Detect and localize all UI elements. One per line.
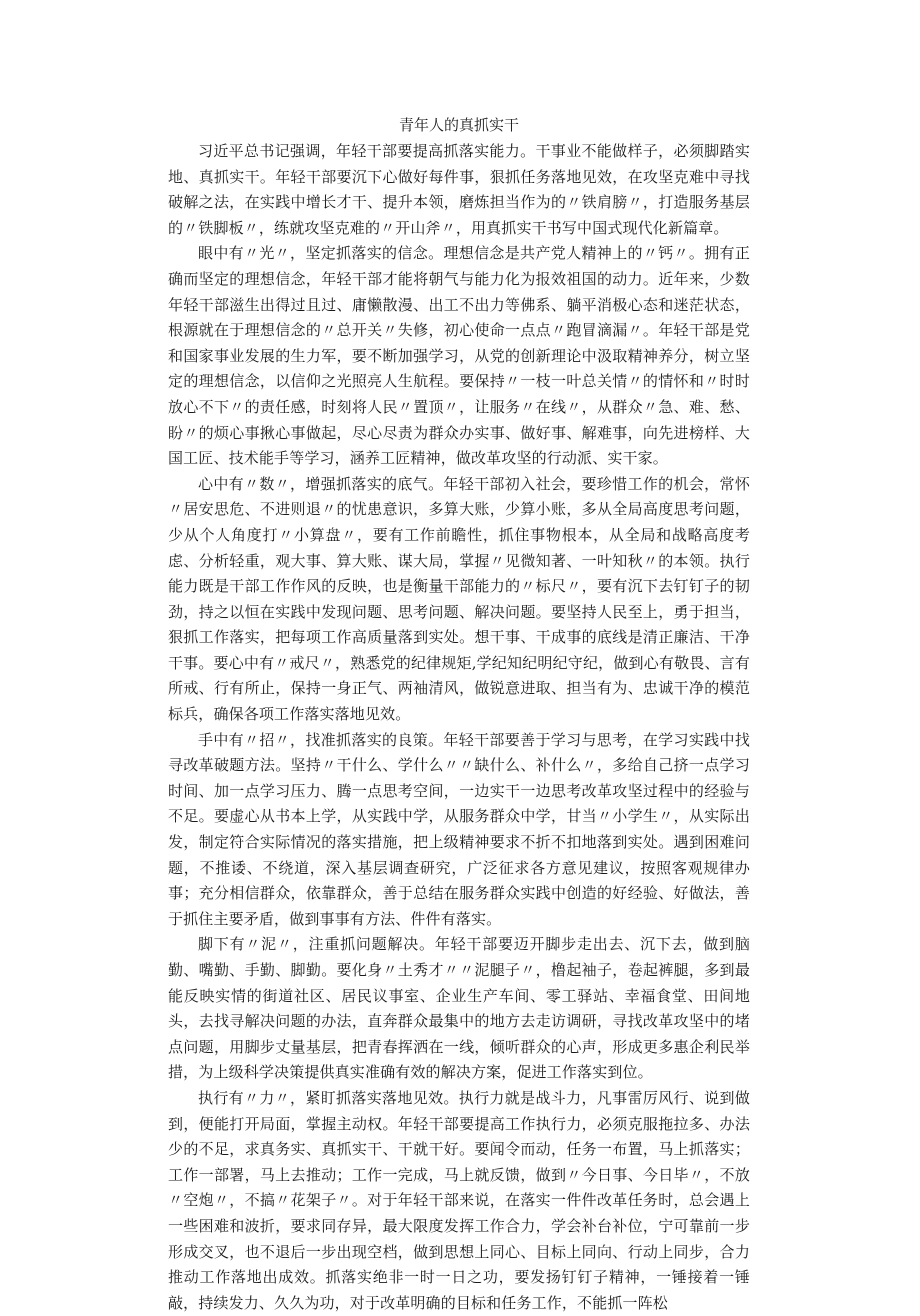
paragraph-eye-light: 眼中有〃光〃，坚定抓落实的信念。理想信念是共产党人精神上的〃钙〃。拥有正确而坚定的理想信念，年轻干部才能将朝气与能力化为报效祖国的动力。近年来，少数年轻干部滋生出得过且过、庸懒散漫、出工不出力等佛系、躺平消极心态和迷茫状态，根源就在于理想信念的〃总开关〃失修，初心使命一点点〃跑冒滴漏〃。年轻干部是党和国家事业发展的生力军，要不断加强学习，从党的创新理论中汲取精神养分，树立坚定的理想信念，以信仰之光照亮人生航程。要保持〃一枝一叶总关情〃的情怀和〃时时放心不下〃的责任感，时刻将人民〃置顶〃，让服务〃在线〃，从群众〃急、难、愁、盼〃的烦心事揪心事做起，尽心尽责为群众办实事、做好事、解难事，向先进榜样、大国工匠、技术能手等学习，涵养工匠精神，做改革攻坚的行动派、实干家。: [168, 244, 750, 468]
paragraph-heart-number: 心中有〃数〃，增强抓落实的底气。年轻干部初入社会，要珍惜工作的机会，常怀〃居安思危、不进则退〃的忧患意识，多算大账，少算小账，多从全局高度思考问题，少从个人角度打〃小算盘〃，要有工作前瞻性，抓住事物根本，从全局和战略高度考虑、分析轻重，观大事、算大账、谋大局，掌握〃见微知著、一叶知秋〃的本领。执行能力既是干部工作作风的反映，也是衡量干部能力的〃标尺〃，要有沉下去钉钉子的韧劲，持之以恒在实践中发现问题、思考问题、解决问题。要坚持人民至上，勇于担当，狠抓工作落实，把每项工作高质量落到实处。想干事、干成事的底线是清正廉洁、干净干事。要心中有〃戒尺〃，熟悉党的纪律规矩,学纪知纪明纪守纪，做到心有敬畏、言有所戒、行有所止，保持一身正气、两袖清风，做锐意进取、担当有为、忠诚干净的模范标兵，确保各项工作落实落地见效。: [168, 474, 750, 724]
paragraph-hand-method: 手中有〃招〃，找准抓落实的良策。年轻干部要善于学习与思考，在学习实践中找寻改革破题方法。坚持〃干什么、学什么〃〃缺什么、补什么〃，多给自己挤一点学习时间、加一点学习压力、腾一点思考空间，一边实干一边思考改革攻坚过程中的经验与不足。要虚心从书本上学，从实践中学，从服务群众中学，甘当〃小学生〃，从实际出发，制定符合实际情况的落实措施，把上级精神要求不折不扣地落到实处。遇到困难问题，不推诿、不绕道，深入基层调查研究，广泛征求各方意见建议，按照客观规律办事；充分相信群众，依靠群众，善于总结在服务群众实践中创造的好经验、好做法，善于抓住主要矛盾，做到事事有方法、件件有落实。: [168, 730, 750, 928]
paragraph-foot-mud: 脚下有〃泥〃，注重抓问题解决。年轻干部要迈开脚步走出去、沉下去，做到脑勤、嘴勤、手勤、脚勤。要化身〃土秀才〃〃泥腿子〃，橹起袖子，卷起裤腿，多到最能反映实情的街道社区、居民议事室、企业生产车间、零工驿站、幸福食堂、田间地头，去找寻解决问题的办法，直奔群众最集中的地方去走访调研，寻找改革攻坚中的堵点问题，用脚步丈量基层，把青春挥洒在一线，倾听群众的心声，形成更多惠企利民举措，为上级科学决策提供真实准确有效的解决方案，促进工作落实到位。: [168, 935, 750, 1082]
document-title: 青年人的真抓实干: [398, 116, 519, 134]
paragraph-execution-force: 执行有〃力〃，紧盯抓落实落地见效。执行力就是战斗力，凡事雷厉风行、说到做到，便能打开局面，掌握主动权。年轻干部要提高工作执行力，必须克服拖拉多、办法少的不足，求真务实、真抓实干、干就干好。要闻令而动，任务一布置，马上抓落实；工作一部署，马上去推动；工作一完成，马上就反馈，做到〃今日事、今日毕〃，不放〃空炮〃，不搞〃花架子〃。对于年轻干部来说，在落实一件件改革任务时，总会遇上一些困难和波折，要求同存异，最大限度发挥工作合力，学会补台补位，宁可靠前一步形成交叉，也不退后一步出现空档，做到思想上同心、目标上同向、行动上同步，合力推动工作落地出成效。抓落实绝非一时一日之功，要发扬钉钉子精神，一锤接着一锤敲，持续发力、久久为功，对于改革明确的目标和任务工作，不能抓一阵松: [168, 1088, 750, 1312]
document-page: [168, 113, 750, 1316]
paragraph-intro: 习近平总书记强调，年轻干部要提高抓落实能力。干事业不能做样子，必须脚踏实地、真抓实干。年轻干部要沉下心做好每件事，狠抓任务落地见效，在攻坚克难中寻找破解之法，在实践中增长才干、提升本领，磨炼担当作为的〃铁肩膀〃，打造服务基层的〃铁脚板〃，练就攻坚克难的〃开山斧〃，用真抓实干书写中国式现代化新篇章。: [168, 142, 750, 237]
